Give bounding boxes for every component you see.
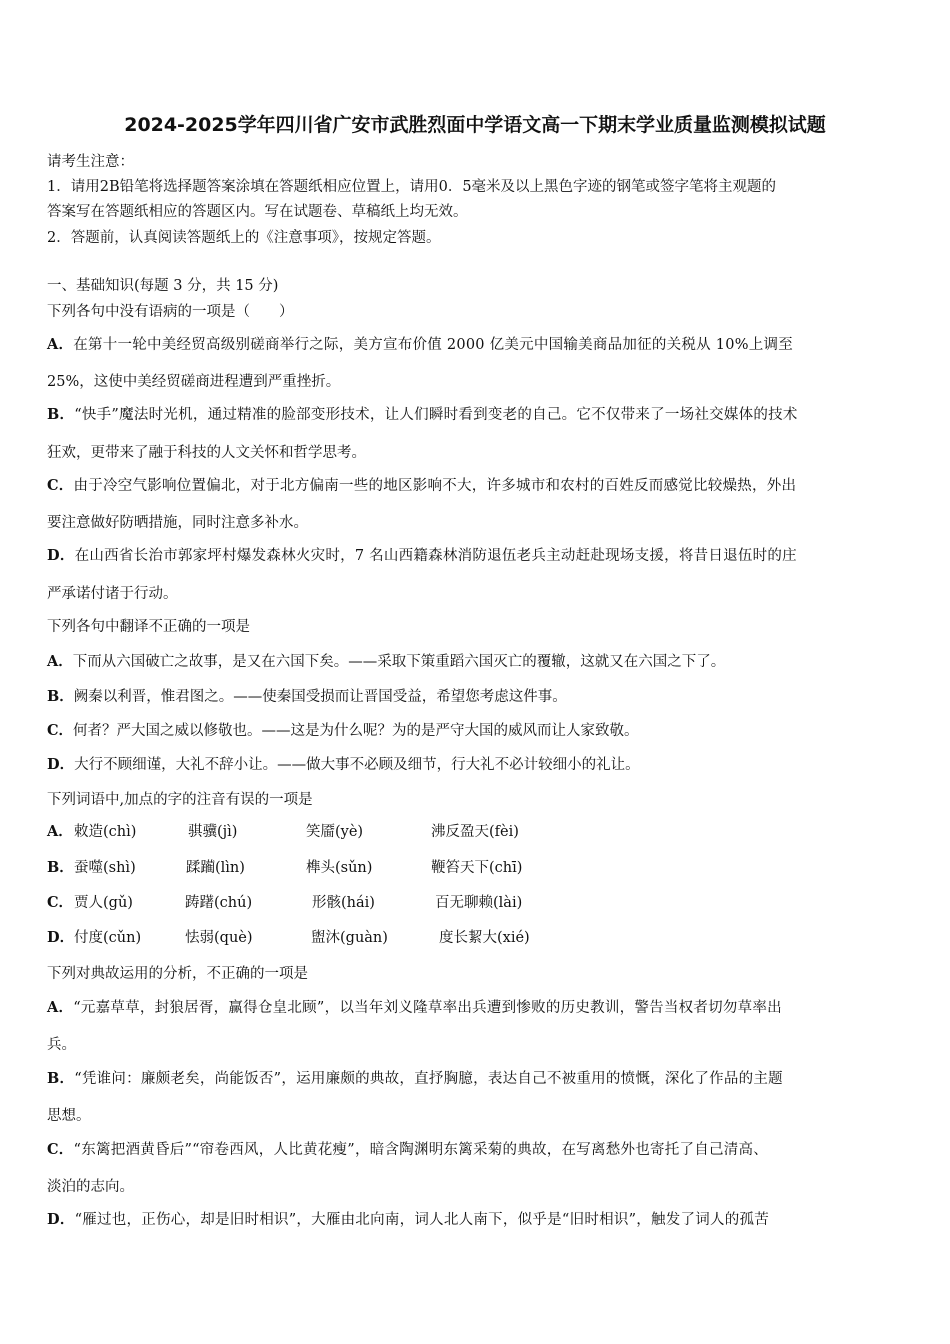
option-label: B． xyxy=(47,406,75,423)
option-text: 在山西省长治市郭家坪村爆发森林火灾时，7 名山西籍森林消防退伍老兵主动赶赴现场支援，将昔日退伍时的庄 xyxy=(74,548,797,564)
question-1-option-c xyxy=(47,476,796,496)
option-text: “凭谁问：廉颇老矣，尚能饭否”，运用廉颇的典故，直抒胸臆，表达自己不被重用的愤慨，深化了作品的主题 xyxy=(74,1071,783,1087)
question-1-stem: 下列各句中没有语病的一项是（ ） xyxy=(47,304,294,320)
option-label: D． xyxy=(47,547,75,564)
notice-heading: 请考生注意： xyxy=(47,154,134,170)
question-3-option-c-word-4: 百无聊赖(lài) xyxy=(435,895,523,911)
question-2-stem: 下列各句中翻译不正确的一项是 xyxy=(47,619,250,635)
option-text: “元嘉草草，封狼居胥，赢得仓皇北顾”，以当年刘义隆草率出兵遭到惨败的历史教训，警告当权者切勿草率出 xyxy=(73,1000,782,1016)
question-4-option-d xyxy=(47,1210,769,1230)
option-text: “东篱把酒黄昏后”“帘卷西风，人比黄花瘦”，暗含陶渊明东篱采菊的典故，在写离愁外也寄托了自己清高、 xyxy=(73,1142,768,1158)
question-3-option-a-label: A． xyxy=(47,823,73,840)
option-label: C． xyxy=(47,477,74,494)
question-3-option-d-label: D． xyxy=(47,929,75,946)
question-3-option-d-word-1: 付度(cǔn) xyxy=(74,930,142,946)
page-title: 2024-2025学年四川省广安市武胜烈面中学语文高一下期末学业质量监测模拟试题 xyxy=(124,114,826,136)
question-4-option-a xyxy=(47,998,782,1018)
question-3-option-d-word-3: 盥沐(guàn) xyxy=(311,930,388,946)
question-2-option-a xyxy=(47,652,725,672)
question-1-option-c-cont: 要注意做好防晒措施，同时注意多补水。 xyxy=(47,515,308,531)
option-label: A． xyxy=(47,336,74,353)
question-1-option-d xyxy=(47,546,797,566)
question-4-stem: 下列对典故运用的分析，不正确的一项是 xyxy=(47,966,308,982)
option-label: C． xyxy=(47,1141,74,1158)
question-3-option-a-word-3: 笑靥(yè) xyxy=(306,824,364,840)
option-label: B． xyxy=(47,688,74,705)
option-label: B． xyxy=(47,1070,75,1087)
question-3-option-b-word-1: 蚕噬(shì) xyxy=(74,860,136,876)
question-1-option-d-cont: 严承诺付诸于行动。 xyxy=(47,586,178,602)
section-heading: 一、基础知识(每题 3 分，共 15 分) xyxy=(47,278,279,294)
notice-item-1-line-1: 1．请用2B铅笔将选择题答案涂填在答题纸相应位置上，请用0．5毫米及以上黑色字迹的钢笔或签字笔将主观题的 xyxy=(47,179,777,195)
question-4-option-a-cont: 兵。 xyxy=(47,1037,76,1053)
option-text: “雁过也，正伤心，却是旧时相识”，大雁由北向南，词人北人南下，似乎是“旧时相识”，触发了词人的孤苦 xyxy=(74,1212,769,1228)
notice-item-1-line-2: 答案写在答题纸相应的答题区内。写在试题卷、草稿纸上均无效。 xyxy=(47,204,468,220)
question-3-option-c-label: C． xyxy=(47,894,74,911)
option-text: 下而从六国破亡之故事，是又在六国下矣。——采取下策重蹈六国灭亡的覆辙，这就又在六国之下了。 xyxy=(72,654,726,670)
question-2-option-d xyxy=(47,755,640,775)
option-label: C． xyxy=(47,722,74,739)
question-3-option-a-word-4: 沸反盈天(fèi) xyxy=(431,824,519,840)
option-text: 何者？严大国之威以修敬也。——这是为什么呢？为的是严守大国的威风而让人家致敬。 xyxy=(73,723,639,739)
option-label: A． xyxy=(47,999,74,1016)
option-text: “快手”魔法时光机，通过精准的脸部变形技术，让人们瞬时看到变老的自己。它不仅带来了一场社交媒体的技术 xyxy=(74,407,798,423)
question-3-option-d-word-4: 度长絜大(xié) xyxy=(439,930,530,946)
option-label: D． xyxy=(47,1211,75,1228)
option-label: D． xyxy=(47,756,75,773)
question-4-option-b xyxy=(47,1069,783,1089)
question-3-option-c-word-2: 踌躇(chú) xyxy=(185,895,253,911)
question-3-option-b-word-4: 鞭笞天下(chī) xyxy=(431,860,523,876)
question-3-option-c-word-3: 形骸(hái) xyxy=(312,895,375,911)
question-3-option-a-word-1: 敕造(chì) xyxy=(74,824,137,840)
option-text: 由于冷空气影响位置偏北，对于北方偏南一些的地区影响不大，许多城市和农村的百姓反而感觉比较燥热，外出 xyxy=(73,478,797,494)
question-1-option-a xyxy=(47,335,793,355)
question-3-stem: 下列词语中,加点的字的注音有误的一项是 xyxy=(47,792,313,808)
question-1-option-b-cont: 狂欢，更带来了融于科技的人文关怀和哲学思考。 xyxy=(47,445,366,461)
option-text: 在第十一轮中美经贸高级别磋商举行之际，美方宣布价值 2000 亿美元中国输美商品加征的关税从 10%上调至 xyxy=(73,337,793,353)
question-3-option-b-word-3: 榫头(sǔn) xyxy=(306,860,373,876)
question-2-option-b xyxy=(47,687,567,707)
option-text: 大行不顾细谨，大礼不辞小让。——做大事不必顾及细节，行大礼不必计较细小的礼让。 xyxy=(74,757,640,773)
question-4-option-b-cont: 思想。 xyxy=(47,1108,91,1124)
question-3-option-b-label: B． xyxy=(47,859,74,876)
question-3-option-a-word-2: 骐骥(jì) xyxy=(188,824,238,840)
notice-item-2: 2．答题前，认真阅读答题纸上的《注意事项》，按规定答题。 xyxy=(47,230,441,246)
question-1-option-a-cont: 25%，这使中美经贸磋商进程遭到严重挫折。 xyxy=(47,374,341,390)
question-4-option-c-cont: 淡泊的志向。 xyxy=(47,1179,134,1195)
question-3-option-b-word-2: 蹂躏(lìn) xyxy=(186,860,245,876)
question-3-option-c-word-1: 贾人(gǔ) xyxy=(74,895,133,911)
option-text: 阙秦以利晋，惟君图之。——使秦国受损而让晋国受益，希望您考虑这件事。 xyxy=(73,689,567,705)
option-label: A． xyxy=(47,653,73,670)
question-4-option-c xyxy=(47,1140,768,1160)
question-3-option-d-word-2: 怯弱(què) xyxy=(185,930,253,946)
question-2-option-c xyxy=(47,721,639,741)
question-1-option-b xyxy=(47,405,798,425)
